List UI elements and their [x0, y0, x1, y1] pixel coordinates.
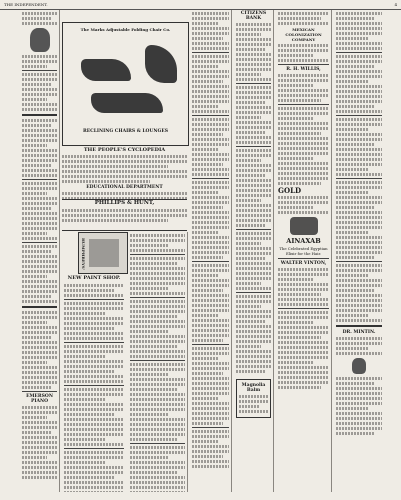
gold-title: GOLD	[278, 186, 302, 195]
bottle-illustration	[290, 217, 318, 235]
paper-title: THE INDEPENDENT.	[4, 2, 48, 7]
column-1	[20, 10, 60, 492]
cyclopedia-ad	[62, 147, 187, 200]
humphreys-ad	[78, 232, 128, 274]
paint-shop-title: NEW PAINT SHOP.	[67, 275, 121, 281]
mintin-title: DR. MINTIN.	[342, 330, 376, 335]
walter-title: WALTER VINTON,	[280, 261, 327, 266]
column-5	[234, 10, 274, 492]
recliner-chair-ad	[62, 22, 189, 146]
ainaxab-title: AINAXAB	[286, 237, 321, 245]
humphreys-title: HUMPHREYS'	[81, 238, 86, 270]
column-2-lower	[62, 275, 126, 492]
column-4	[190, 10, 232, 492]
column-3-lower	[128, 232, 188, 492]
magnolia-ad	[236, 379, 271, 418]
column-7	[334, 10, 384, 492]
chair-illustration	[81, 59, 131, 81]
chair-illustration-2	[145, 45, 177, 83]
phillips-title: PHILLIPS & HUNT,	[94, 200, 155, 206]
educational-title: EDUCATIONAL DEPARTMENT	[86, 185, 163, 190]
mexican-title: MEXICAN COLONIZATION COMPANY	[285, 27, 322, 42]
bank-title: CITIZENS BANK	[240, 11, 267, 21]
willis-title: R. H. WILLIS,	[286, 67, 321, 72]
ainaxab-subtitle: The Celebrated Egyptian Elixir for the Hair.	[279, 246, 328, 256]
recliner-subtitle: RECLINING CHAIRS & LOUNGES	[82, 129, 169, 134]
column-6	[276, 10, 332, 492]
phillips-ad	[62, 200, 187, 231]
cyclopedia-title: THE PEOPLE'S CYCLOPEDIA	[83, 147, 166, 153]
magnolia-title: Magnolia Balm	[241, 383, 266, 393]
portrait-illustration	[30, 28, 50, 52]
page-number: 4	[394, 2, 397, 7]
recliner-title: The Marks Adjustable Folding Chair Co.	[80, 27, 171, 32]
page-header	[0, 0, 401, 10]
piano-ad: EMERSON PIANO	[26, 394, 53, 404]
mintin-portrait	[352, 358, 366, 374]
lounge-illustration	[91, 93, 163, 113]
